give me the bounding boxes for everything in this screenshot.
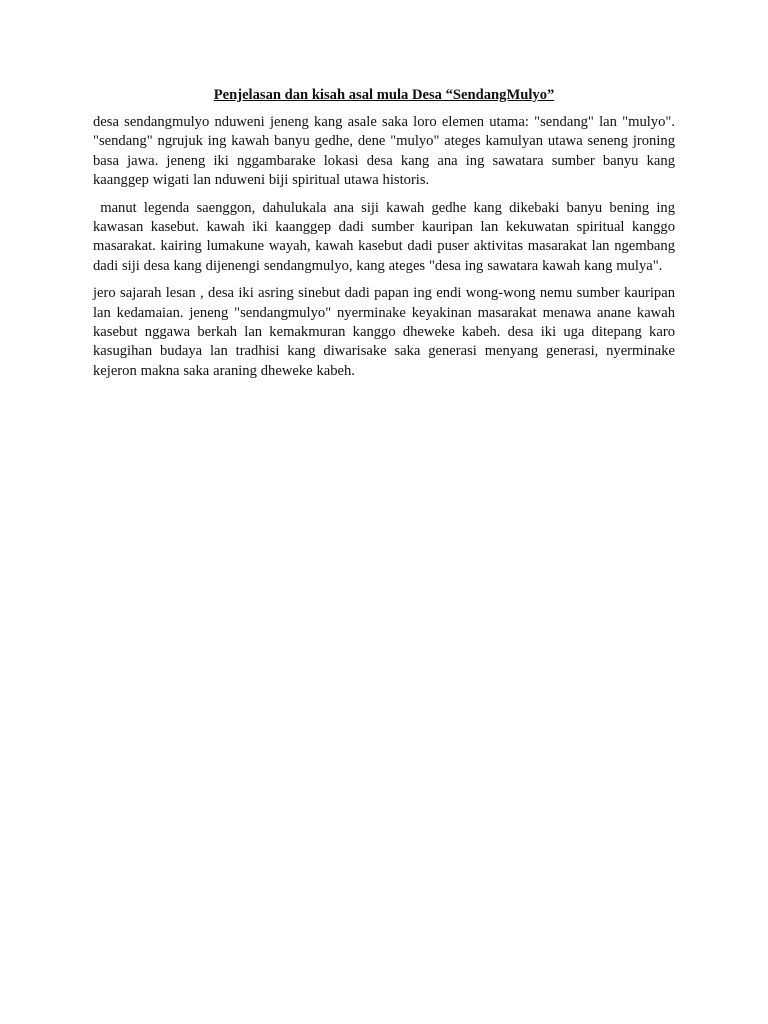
document-body: [93, 86, 679, 389]
document-title: Penjelasan dan kisah asal mula Desa “SendangMulyo”: [213, 87, 555, 103]
paragraph-3: jero sajarah lesan , desa iki asring sinebut dadi papan ing endi wong-wong nemu sumber kauripan lan kedamaian. jeneng "sendangmulyo" nyerminake keyakinan masarakat menawa anane kawah kasebut nggawa berkah lan kemakmuran kanggo dheweke kabeh. desa iki uga ditepang karo kasugihan budaya lan tradhisi kang diwarisake saka generasi menyang generasi, nyerminake kejeron makna saka araning dheweke kabeh.: [93, 285, 679, 379]
paragraph-1: desa sendangmulyo nduweni jeneng kang asale saka loro elemen utama: "sendang" lan "mulyo". "sendang" ngrujuk ing kawah banyu gedhe, dene "mulyo" ateges kamulyan utawa seneng jroning basa jawa. jeneng iki nggambarake lokasi desa kang ana ing sawatara sumber banyu kang kaanggep wigati lan nduweni biji spiritual utawa historis.: [93, 114, 679, 189]
paragraph-2: manut legenda saenggon, dahulukala ana siji kawah gedhe kang dikebaki banyu bening ing kawasan kasebut. kawah iki kaanggep dadi sumber kauripan lan kekuwatan spiritual kanggo masarakat. kairing lumakune wayah, kawah kasebut dadi puser aktivitas masarakat lan ngembang dadi siji desa kang dijenengi sendangmulyo, kang ateges "desa ing sawatara kawah kang mulya".: [93, 199, 679, 274]
